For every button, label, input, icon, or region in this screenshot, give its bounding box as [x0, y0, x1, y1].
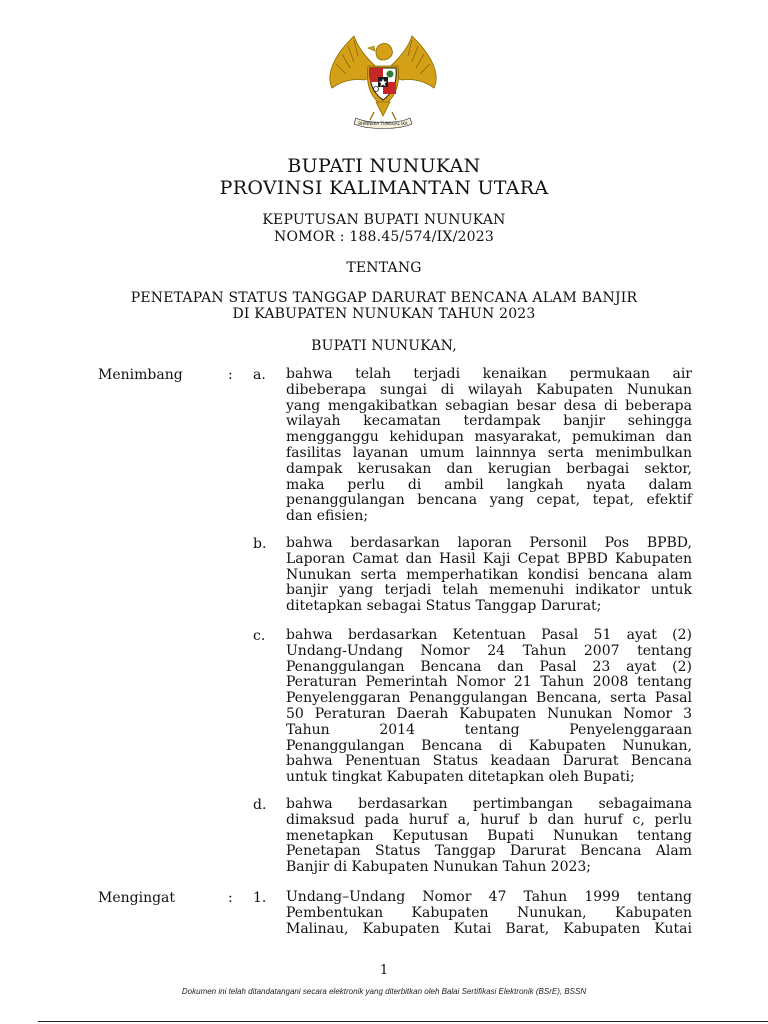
text-line: dampak kerusakan dan kerugian berbagai sektor, — [286, 460, 692, 477]
subject-line-1: PENETAPAN STATUS TANGGAP DARURAT BENCANA ALAM BANJIR — [130, 290, 638, 306]
menimbang-colon: : — [228, 367, 233, 383]
issuer-heading: BUPATI NUNUKAN, — [311, 338, 457, 354]
mengingat-item-1-mark: 1. — [253, 890, 267, 906]
text-line: Banjir di Kabupaten Nunukan Tahun 2023; — [286, 859, 592, 876]
menimbang-item-c-mark: c. — [253, 628, 266, 644]
esign-footer-note: Dokumen ini telah ditandatangani secara elektronik yang diterbitkan oleh Balai Sertifikasi Elektronik (BSrE), BSSN — [181, 987, 587, 996]
text-line: dimaksud pada huruf a, huruf b dan huruf c, perlu — [286, 811, 692, 828]
menimbang-item-c — [286, 628, 692, 786]
text-line: dibeberapa sungai di wilayah Kabupaten Nunukan — [286, 381, 692, 398]
text-line: bahwa berdasarkan laporan Personil Pos BPBD, — [286, 535, 692, 551]
text-line: Laporan Camat dan Hasil Kaji Cepat BPBD Kabupaten — [286, 550, 692, 567]
text-line: Undang–Undang Nomor 47 Tahun 1999 tentang — [286, 889, 692, 905]
text-line: Penanggulangan Bencana dan Pasal 23 ayat (2) — [286, 658, 692, 675]
heading-province: PROVINSI KALIMANTAN UTARA — [219, 177, 549, 199]
decree-number: NOMOR : 188.45/574/IX/2023 — [274, 229, 494, 245]
text-line: Penyelenggaran Penanggulangan Bencana, serta Pasal — [286, 690, 692, 707]
text-line: 50 Peraturan Daerah Kabupaten Nunukan Nomor 3 — [286, 705, 692, 722]
text-line: banjir yang terjadi telah memenuhi indikator untuk — [286, 582, 692, 599]
text-line: Peraturan Pemerintah Nomor 21 Tahun 2008 tentang — [286, 674, 692, 691]
menimbang-item-a-mark: a. — [253, 367, 266, 383]
text-line: menetapkan Keputusan Bupati Nunukan tentang — [286, 827, 692, 844]
text-line: untuk tingkat Kabupaten ditetapkan oleh Bupati; — [286, 769, 635, 786]
menimbang-item-d-mark: d. — [253, 797, 267, 813]
text-line: bahwa Penentuan Status keadaan Darurat Bencana — [286, 753, 692, 770]
about-heading: TENTANG — [346, 260, 422, 276]
heading-regent: BUPATI NUNUKAN — [287, 155, 481, 177]
text-line: Tahun 2014 tentang Penyelenggaraan — [286, 721, 692, 738]
emblem-motto-text: BHINNEKA TUNGGAL IKA — [358, 121, 408, 126]
text-line: penanggulangan bencana yang cepat, tepat, efektif — [286, 492, 692, 509]
text-line: Penanggulangan Bencana di Kabupaten Nunukan, — [286, 737, 692, 754]
text-line: Pembentukan Kabupaten Nunukan, Kabupaten — [286, 904, 692, 921]
mengingat-label: Mengingat — [98, 890, 176, 906]
garuda-emblem-icon — [318, 30, 448, 130]
text-line: wilayah kecamatan terdampak banjir sehingga — [286, 413, 692, 430]
menimbang-item-b — [286, 536, 692, 615]
menimbang-item-a — [286, 367, 692, 525]
footer-divider — [38, 1021, 768, 1022]
text-line: bahwa telah terjadi kenaikan permukaan air — [286, 366, 692, 382]
text-line: fasilitas layanan umum lainnnya serta menimbulkan — [286, 444, 692, 461]
subject-line-2: DI KABUPATEN NUNUKAN TAHUN 2023 — [232, 306, 536, 322]
menimbang-item-d — [286, 797, 692, 876]
menimbang-label: Menimbang — [98, 367, 183, 383]
text-line: Penetapan Status Tanggap Darurat Bencana Alam — [286, 843, 692, 860]
text-line: Malinau, Kabupaten Kutai Barat, Kabupaten Kutai — [286, 920, 692, 937]
text-line: ditetapkan sebagai Status Tanggap Darurat; — [286, 598, 602, 615]
mengingat-item-1 — [286, 890, 692, 937]
text-line: maka perlu di ambil langkah nyata dalam — [286, 476, 692, 493]
text-line: bahwa berdasarkan Ketentuan Pasal 51 ayat (2) — [286, 627, 692, 643]
text-line: Undang-Undang Nomor 24 Tahun 2007 tentang — [286, 642, 692, 659]
text-line: mengganggu kehidupan masyarakat, pemukiman dan — [286, 429, 692, 446]
menimbang-item-b-mark: b. — [253, 536, 267, 552]
page-number: 1 — [379, 963, 389, 978]
text-line: bahwa berdasarkan pertimbangan sebagaimana — [286, 796, 692, 812]
text-line: yang mengakibatkan sebagian besar desa di beberapa — [286, 397, 692, 414]
text-line: dan efisien; — [286, 508, 369, 525]
mengingat-colon: : — [228, 890, 233, 906]
decree-title: KEPUTUSAN BUPATI NUNUKAN — [262, 212, 506, 228]
text-line: Nunukan serta memperhatikan kondisi bencana alam — [286, 566, 692, 583]
